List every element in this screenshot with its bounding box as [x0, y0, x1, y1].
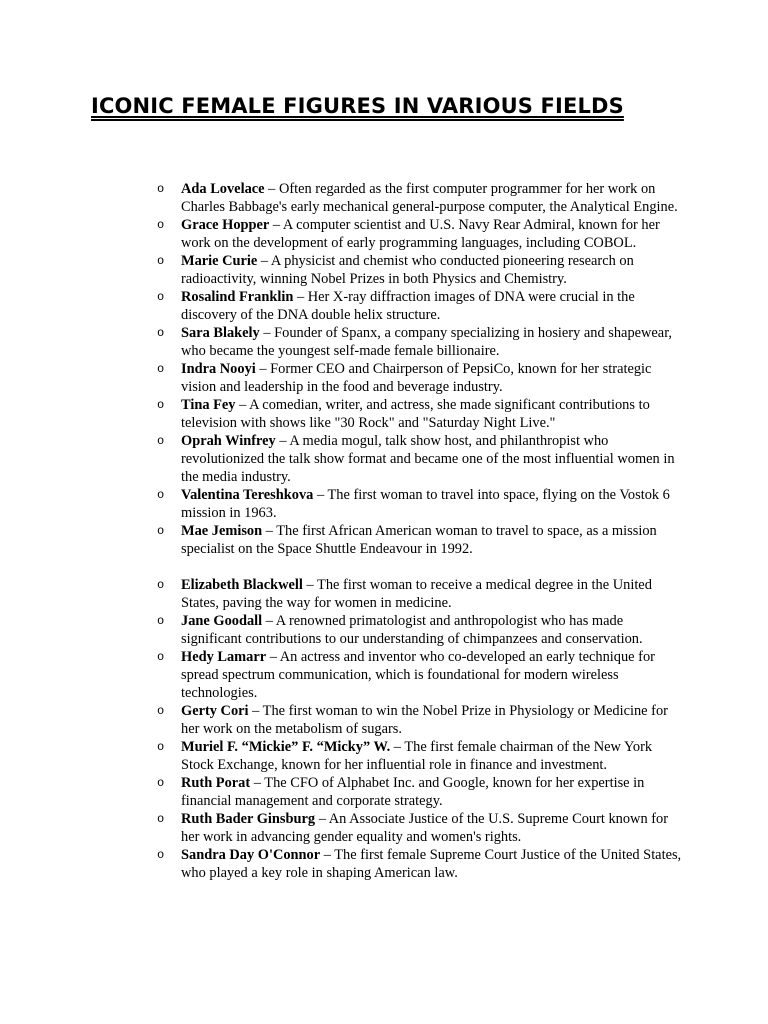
figure-description: – A renowned primatologist and anthropologist who has made significant contributions to our understanding of chimpanzees and conservation. [181, 613, 643, 647]
bullet-icon: o [157, 398, 165, 412]
figure-description: – The first female chairman of the New York Stock Exchange, known for her influential role in finance and investment. [181, 739, 653, 773]
figure-name: Sandra Day O'Connor [181, 847, 321, 863]
figure-name: Mae Jemison [181, 523, 263, 539]
figure-name: Hedy Lamarr [181, 649, 267, 665]
figure-description: – The first woman to win the Nobel Prize in Physiology or Medicine for her work on the metabolism of sugars. [181, 703, 668, 737]
list-item [155, 522, 685, 558]
figure-name: Elizabeth Blackwell [181, 577, 303, 593]
figure-name: Grace Hopper [181, 217, 270, 233]
figure-description: – The first female Supreme Court Justice of the United States, who played a key role in shaping American law. [181, 847, 682, 881]
list-item [155, 486, 685, 522]
list-item [155, 576, 685, 612]
figure-description: – Often regarded as the first computer programmer for her work on Charles Babbage's early mechanical general-purpose computer, the Analytical Engine. [181, 181, 678, 215]
figure-name: Ada Lovelace [181, 181, 265, 197]
figure-name: Indra Nooyi [181, 361, 256, 377]
list-item [155, 648, 685, 702]
figure-name: Tina Fey [181, 397, 236, 413]
list-item [155, 612, 685, 648]
bullet-icon: o [157, 434, 165, 448]
figure-name: Ruth Porat [181, 775, 251, 791]
list-item [155, 846, 685, 882]
figure-description: – The first African American woman to travel to space, as a mission specialist on the Space Shuttle Endeavour in 1992. [181, 523, 657, 557]
figure-description: – The first woman to receive a medical degree in the United States, paving the way for women in medicine. [181, 577, 652, 611]
figure-name: Rosalind Franklin [181, 289, 294, 305]
figure-description: – A media mogul, talk show host, and philanthropist who revolutionized the talk show format and became one of the most influential women in the media industry. [181, 433, 675, 485]
bullet-icon: o [157, 524, 165, 538]
figure-description: – Former CEO and Chairperson of PepsiCo, known for her strategic vision and leadership in the food and beverage industry. [181, 361, 652, 395]
list-item [155, 810, 685, 846]
bullet-icon: o [157, 488, 165, 502]
bullet-icon: o [157, 704, 165, 718]
figure-name: Marie Curie [181, 253, 258, 269]
bullet-icon: o [157, 182, 165, 196]
bullet-icon: o [157, 362, 165, 376]
bullet-icon: o [157, 614, 165, 628]
list-item [155, 702, 685, 738]
document-title: ICONIC FEMALE FIGURES IN VARIOUS FIELDS [91, 94, 624, 118]
bullet-icon: o [157, 326, 165, 340]
figure-name: Muriel F. “Mickie” F. “Micky” W. [181, 739, 391, 755]
list-item [155, 396, 685, 432]
figure-description: – A comedian, writer, and actress, she made significant contributions to television with shows like "30 Rock" and "Saturday Night Live." [181, 397, 650, 431]
figure-name: Ruth Bader Ginsburg [181, 811, 316, 827]
bullet-icon: o [157, 848, 165, 862]
list-item [155, 774, 685, 810]
list-item [155, 216, 685, 252]
figure-name: Jane Goodall [181, 613, 263, 629]
bullet-icon: o [157, 740, 165, 754]
figure-description: – An Associate Justice of the U.S. Supreme Court known for her work in advancing gender equality and women's rights. [181, 811, 669, 845]
bullet-icon: o [157, 776, 165, 790]
figure-name: Valentina Tereshkova [181, 487, 314, 503]
figure-description: – An actress and inventor who co-developed an early technique for spread spectrum communication, which is foundational for modern wireless technologies. [181, 649, 655, 701]
figure-name: Oprah Winfrey [181, 433, 276, 449]
list-item [155, 252, 685, 288]
figure-name: Sara Blakely [181, 325, 260, 341]
bullet-icon: o [157, 650, 165, 664]
bullet-icon: o [157, 578, 165, 592]
bullet-icon: o [157, 812, 165, 826]
figure-description: – Her X-ray diffraction images of DNA were crucial in the discovery of the DNA double helix structure. [181, 289, 635, 323]
list-item [155, 324, 685, 360]
list-item [155, 432, 685, 486]
figure-description: – Founder of Spanx, a company specializing in hosiery and shapewear, who became the youngest self-made female billionaire. [181, 325, 673, 359]
bullet-icon: o [157, 218, 165, 232]
bullet-icon: o [157, 254, 165, 268]
figures-list [155, 180, 685, 882]
list-item [155, 360, 685, 396]
list-item [155, 180, 685, 216]
figure-name: Gerty Cori [181, 703, 249, 719]
list-item [155, 288, 685, 324]
bullet-icon: o [157, 290, 165, 304]
figure-description: – The CFO of Alphabet Inc. and Google, known for her expertise in financial management and corporate strategy. [181, 775, 645, 809]
list-item [155, 738, 685, 774]
figure-description: – A physicist and chemist who conducted pioneering research on radioactivity, winning Nobel Prizes in both Physics and Chemistry. [181, 253, 634, 287]
figure-description: – A computer scientist and U.S. Navy Rear Admiral, known for her work on the development of early programming languages, including COBOL. [181, 217, 660, 251]
figure-description: – The first woman to travel into space, flying on the Vostok 6 mission in 1963. [181, 487, 670, 521]
